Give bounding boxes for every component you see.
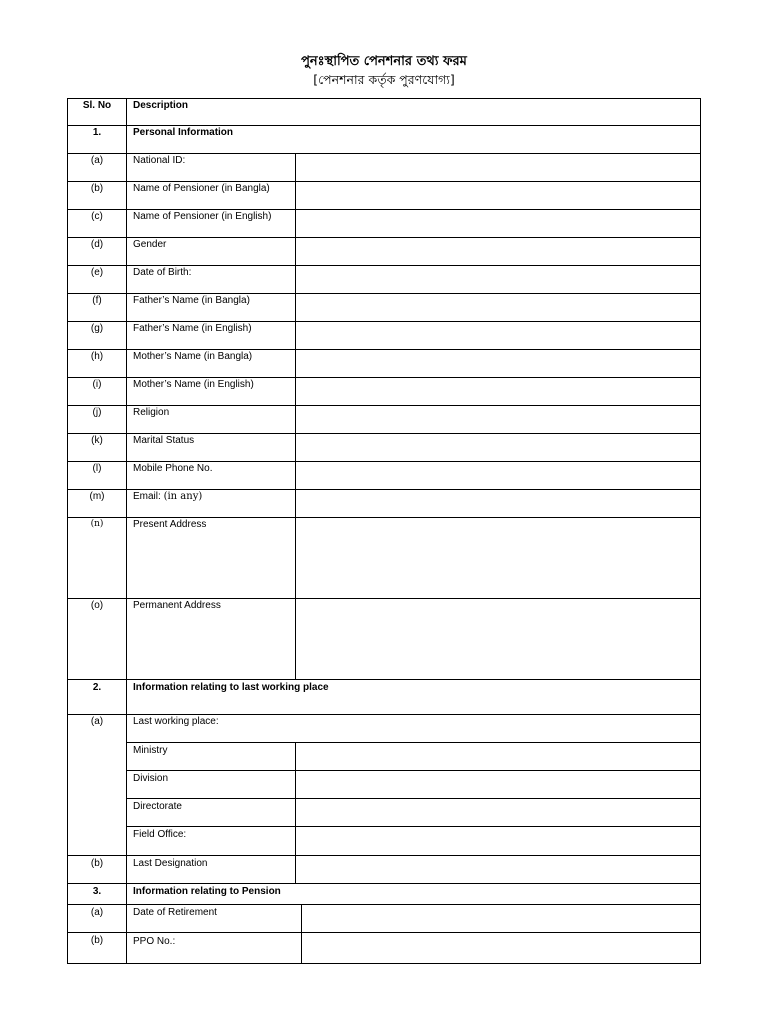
row-sl: (b)	[90, 935, 104, 946]
row-sl: (d)	[90, 239, 104, 250]
row-sl: (b)	[90, 183, 104, 194]
field-label-email-suffix: (in any)	[163, 491, 203, 502]
field-label-gender: Gender	[133, 239, 167, 250]
column-divider	[126, 98, 127, 964]
field-label-date-of-retirement: Date of Retirement	[133, 907, 217, 918]
section-title: Personal Information	[133, 127, 234, 138]
row-sl: (a)	[90, 907, 104, 918]
field-label-national-id: National ID:	[133, 155, 186, 166]
field-label-religion: Religion	[133, 407, 170, 418]
name-bangla-input[interactable]	[296, 182, 700, 209]
ppo-no-input[interactable]	[302, 933, 700, 963]
father-bangla-input[interactable]	[296, 294, 700, 321]
field-label-last-designation: Last Designation	[133, 858, 208, 869]
field-label-permanent-address: Permanent Address	[133, 600, 221, 611]
row-sl: (f)	[92, 295, 102, 306]
row-sl: (j)	[92, 407, 102, 418]
field-label-email-text: Email:	[133, 491, 161, 502]
row-divider	[67, 883, 701, 884]
field-label-present-address: Present Address	[133, 519, 207, 530]
section-number: 3.	[92, 886, 102, 897]
row-sl: (a)	[90, 155, 104, 166]
field-office-input[interactable]	[296, 827, 700, 854]
field-label-directorate: Directorate	[133, 801, 182, 812]
header-sl-no: Sl. No	[82, 100, 112, 111]
mobile-input[interactable]	[296, 462, 700, 489]
field-label-email	[133, 491, 202, 503]
row-sl: (c)	[91, 211, 103, 222]
division-input[interactable]	[296, 771, 700, 798]
row-sl: (g)	[90, 323, 104, 334]
field-label-father-english: Father’s Name (in English)	[133, 323, 252, 334]
row-sl: (e)	[90, 267, 104, 278]
field-label-ppo-no: PPO No.:	[133, 936, 176, 947]
last-designation-input[interactable]	[296, 856, 700, 883]
field-label-ministry: Ministry	[133, 745, 168, 756]
row-sl: (i)	[92, 379, 102, 390]
mother-english-input[interactable]	[296, 378, 700, 405]
national-id-input[interactable]	[296, 154, 700, 181]
row-divider	[67, 714, 701, 715]
permanent-address-input[interactable]	[296, 599, 700, 679]
row-sl: (a)	[90, 716, 104, 727]
name-english-input[interactable]	[296, 210, 700, 237]
field-label-dob: Date of Birth:	[133, 267, 192, 278]
marital-status-input[interactable]	[296, 434, 700, 461]
header-description: Description	[133, 100, 189, 111]
row-sl: (k)	[91, 435, 103, 446]
father-english-input[interactable]	[296, 322, 700, 349]
ministry-input[interactable]	[296, 743, 700, 770]
section-title: Information relating to last working place	[133, 682, 329, 693]
field-label-mother-english: Mother’s Name (in English)	[133, 379, 254, 390]
row-sl: (n)	[90, 519, 104, 529]
row-sl: (b)	[90, 858, 104, 869]
date-of-retirement-input[interactable]	[302, 905, 700, 932]
field-label-father-bangla: Father’s Name (in Bangla)	[133, 295, 250, 306]
row-divider	[67, 125, 701, 126]
dob-input[interactable]	[296, 266, 700, 293]
field-label-division: Division	[133, 773, 169, 784]
directorate-input[interactable]	[296, 799, 700, 826]
section-number: 1.	[92, 127, 102, 138]
row-sl: (m)	[89, 491, 105, 502]
field-label-last-working-place: Last working place:	[133, 716, 219, 727]
form-title: পুনঃস্থাপিত পেনশনার তথ্য ফরম	[301, 54, 467, 69]
field-label-marital-status: Marital Status	[133, 435, 195, 446]
field-label-name-english: Name of Pensioner (in English)	[133, 211, 272, 222]
section-title: Information relating to Pension	[133, 886, 281, 897]
field-label-field-office: Field Office:	[133, 829, 187, 840]
field-label-name-bangla: Name of Pensioner (in Bangla)	[133, 183, 270, 194]
field-label-mother-bangla: Mother’s Name (in Bangla)	[133, 351, 253, 362]
row-divider	[67, 679, 701, 680]
religion-input[interactable]	[296, 406, 700, 433]
mother-bangla-input[interactable]	[296, 350, 700, 377]
row-sl: (l)	[92, 463, 102, 474]
section-number: 2.	[92, 682, 102, 693]
email-input[interactable]	[296, 490, 700, 517]
present-address-input[interactable]	[296, 518, 700, 598]
field-label-mobile: Mobile Phone No.	[133, 463, 213, 474]
form-subtitle: [পেনশনার কর্তৃক পুরণযোগ্য]	[313, 72, 455, 87]
row-sl: (o)	[90, 600, 104, 611]
row-sl: (h)	[90, 351, 104, 362]
gender-input[interactable]	[296, 238, 700, 265]
